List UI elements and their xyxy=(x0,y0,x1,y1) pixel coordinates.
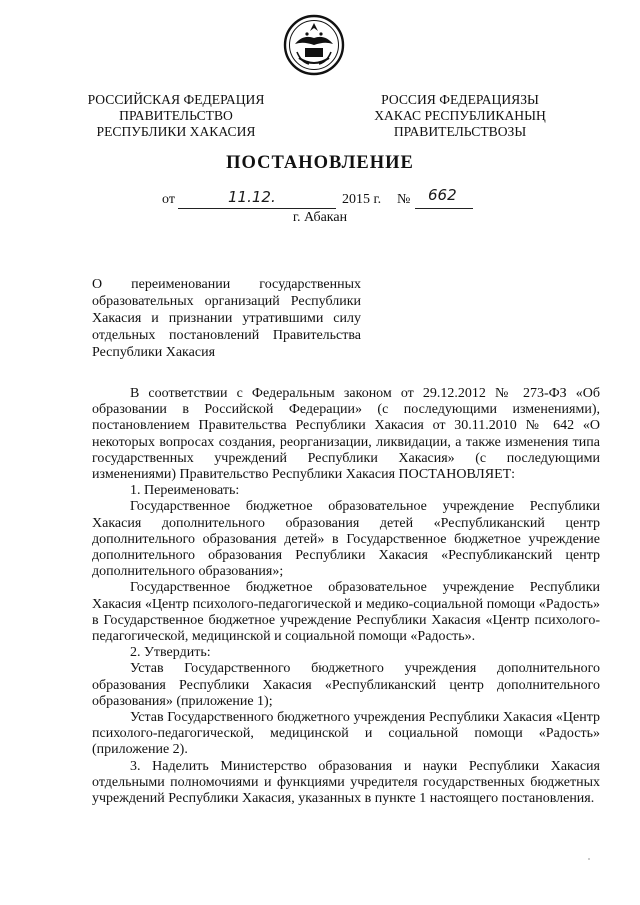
date-handwritten: 11.12. xyxy=(228,188,276,206)
date-underline xyxy=(178,208,336,209)
body-paragraph: Государственное бюджетное образовательное учреждение Республики Хакасия дополнительного образования детей «Республиканский центр дополнительного образования детей» в Государственное бюджетное учреждение дополнительного образования Республики Хакасия «Республиканский центр дополнительного образования»; xyxy=(92,499,600,580)
subject-line: О переименовании государственных xyxy=(92,277,361,292)
header-right-block xyxy=(360,92,560,140)
body-paragraph: 1. Переименовать: xyxy=(130,483,240,499)
body-paragraph: В соответствии с Федеральным законом от 29.12.2012 № 273-ФЗ «Об образовании в Российской Федерации» (с последующими изменениями), постановлением Правительства Республики Хакасия от 30.11.2010 № 642 «О некоторых вопросах создания, реорганизации, ликвидации, а также изменения типа государственных учреждений Республики Хакасия» (с последующими изменениями) Правительство Республики Хакасия ПОСТАНОВЛЯЕТ: xyxy=(92,386,600,483)
header-right-line: ХАКАС РЕСПУБЛИКАНЫҢ xyxy=(374,108,546,123)
subject-line: Хакасия и признании утратившими силу xyxy=(92,311,361,326)
date-prefix: от xyxy=(162,192,175,207)
subject-line: образовательных организаций Республики xyxy=(92,294,361,309)
subject-line: Республики Хакасия xyxy=(92,345,216,360)
scan-speck xyxy=(588,858,590,860)
number-sign: № xyxy=(397,192,411,207)
number-underline xyxy=(415,208,473,209)
header-left-line: РОССИЙСКАЯ ФЕДЕРАЦИЯ xyxy=(87,92,265,107)
coat-of-arms-emblem xyxy=(283,14,345,76)
subject-block xyxy=(92,276,361,361)
body-paragraph: Устав Государственного бюджетного учреждения Республики Хакасия «Центр психолого-педагогической, медицинской и социальной помощи «Радость» (приложение 2). xyxy=(92,710,600,758)
header-left-line: РЕСПУБЛИКИ ХАКАСИЯ xyxy=(96,124,256,139)
header-right-line: ПРАВИТЕЛЬСТВОЗЫ xyxy=(393,124,527,139)
body-paragraph: Устав Государственного бюджетного учреждения дополнительного образования Республики Хакасия «Республиканский центр дополнительного образования» (приложение 1); xyxy=(92,661,600,709)
header-right-line: РОССИЯ ФЕДЕРАЦИЯЗЫ xyxy=(381,92,539,107)
body-paragraph: Государственное бюджетное образовательное учреждение Республики Хакасия «Центр психолого-педагогической и медико-социальной помощи «Радость» в Государственное бюджетное учреждение Республики Хакасия «Центр психолого-педагогической, медицинской и социальной помощи «Радость». xyxy=(92,580,600,645)
number-handwritten: 662 xyxy=(428,186,457,204)
document-title: ПОСТАНОВЛЕНИЕ xyxy=(226,153,414,173)
city-label: г. Абакан xyxy=(292,210,348,225)
header-left-line: ПРАВИТЕЛЬСТВО xyxy=(119,108,233,123)
document-body xyxy=(92,386,600,807)
header-left-block xyxy=(84,92,268,140)
date-number-line xyxy=(0,186,640,212)
subject-line: отдельных постановлений Правительства xyxy=(92,328,361,343)
body-paragraph: 3. Наделить Министерство образования и науки Республики Хакасия отдельными полномочиями и функциями учредителя государственных бюджетных учреждений Республики Хакасия, указанных в пункте 1 настоящего постановления. xyxy=(92,758,600,807)
year-label: 2015 г. xyxy=(342,192,382,207)
body-paragraph: 2. Утвердить: xyxy=(130,645,211,661)
